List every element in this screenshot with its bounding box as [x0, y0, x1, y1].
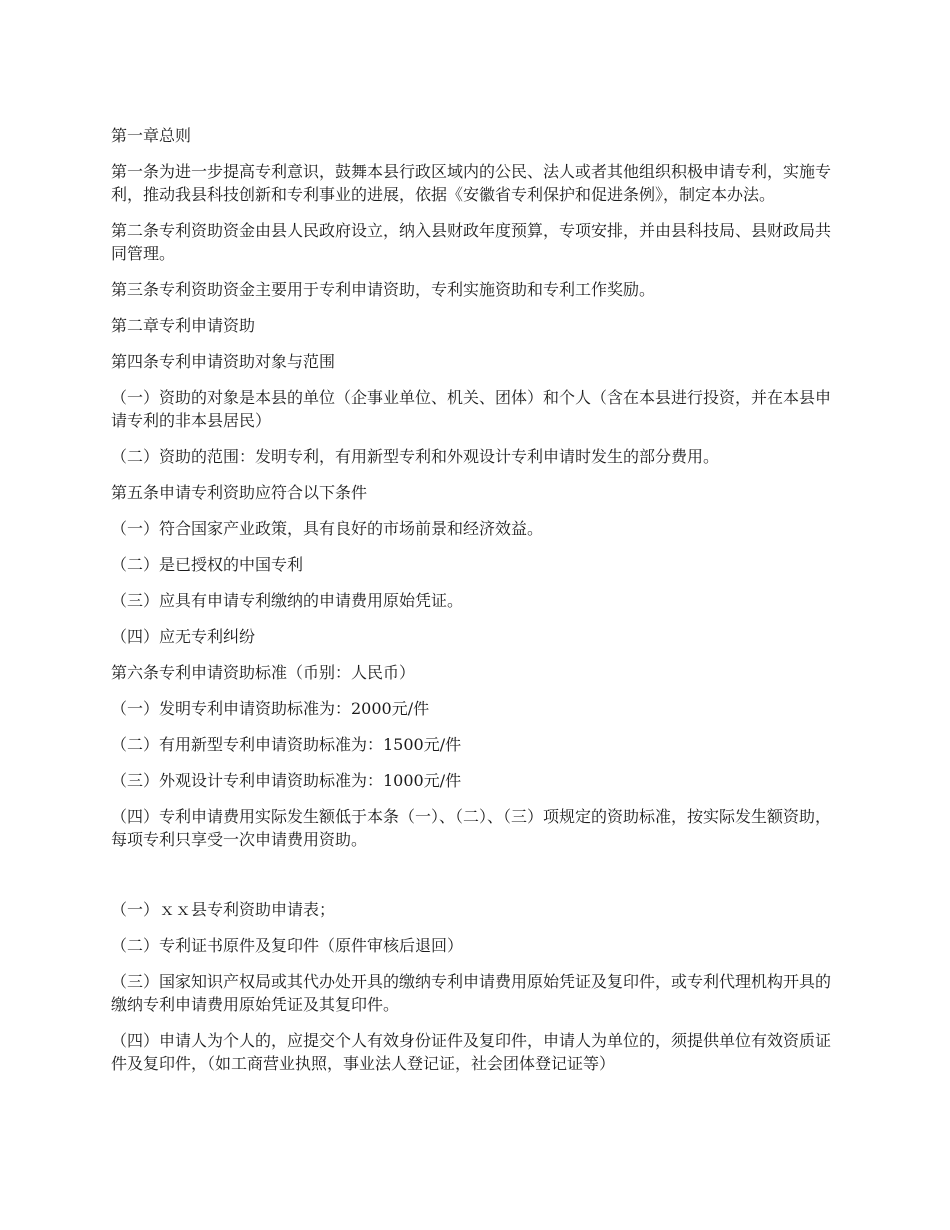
document-page: [111, 124, 841, 1088]
blank-gap: [111, 864, 841, 898]
list-item: （三）外观设计专利申请资助标准为：1000元/件: [111, 771, 462, 790]
article-paragraph: 第三条专利资助资金主要用于专利申请资助，专利实施资助和专利工作奖励。: [111, 280, 656, 299]
list-item: （一）ｘｘ县专利资助申请表；: [111, 900, 336, 919]
list-item: （二）是已授权的中国专利: [111, 555, 304, 574]
article-paragraph: 第二条专利资助资金由县人民政府设立，纳入县财政年度预算，专项安排，并由县科技局、县财政局共同管理。: [111, 221, 832, 263]
article-paragraph: 第一条为进一步提高专利意识，鼓舞本县行政区域内的公民、法人或者其他组织积极申请专利，实施专利，推动我县科技创新和专利事业的进展，依据《安徽省专利保护和促进条例》，制定本办法。: [111, 162, 832, 204]
list-item: （四）应无专利纠纷: [111, 627, 256, 646]
list-item: （一）符合国家产业政策，具有良好的市场前景和经济效益。: [111, 519, 544, 538]
article-paragraph: 第六条专利申请资助标准（币别：人民币）: [111, 663, 416, 682]
list-item: （二）资助的范围：发明专利，有用新型专利和外观设计专利申请时发生的部分费用。: [111, 447, 720, 466]
chapter-heading: 第一章总则: [111, 126, 192, 145]
list-item: （二）有用新型专利申请资助标准为：1500元/件: [111, 735, 462, 754]
list-item: （一）发明专利申请资助标准为：2000元/件: [111, 699, 430, 718]
article-paragraph: 第四条专利申请资助对象与范围: [111, 352, 336, 371]
list-item: （二）专利证书原件及复印件（原件审核后退回）: [111, 936, 464, 955]
list-item: （四）专利申请费用实际发生额低于本条（一）、（二）、（三）项规定的资助标准，按实际发生额资助，每项专利只享受一次申请费用资助。: [111, 807, 832, 849]
list-item: （四）申请人为个人的，应提交个人有效身份证件及复印件，申请人为单位的，须提供单位有效资质证件及复印件，（如工商营业执照，事业法人登记证，社会团体登记证等）: [111, 1031, 832, 1073]
list-item: （三）应具有申请专利缴纳的申请费用原始凭证。: [111, 591, 464, 610]
list-item: （三）国家知识产权局或其代办处开具的缴纳专利申请费用原始凭证及复印件，或专利代理机构开具的缴纳专利申请费用原始凭证及其复印件。: [111, 972, 832, 1014]
list-item: （一）资助的对象是本县的单位（企事业单位、机关、团体）和个人（含在本县进行投资，并在本县申请专利的非本县居民）: [111, 388, 832, 430]
chapter-heading: 第二章专利申请资助: [111, 316, 256, 335]
article-paragraph: 第五条申请专利资助应符合以下条件: [111, 483, 368, 502]
